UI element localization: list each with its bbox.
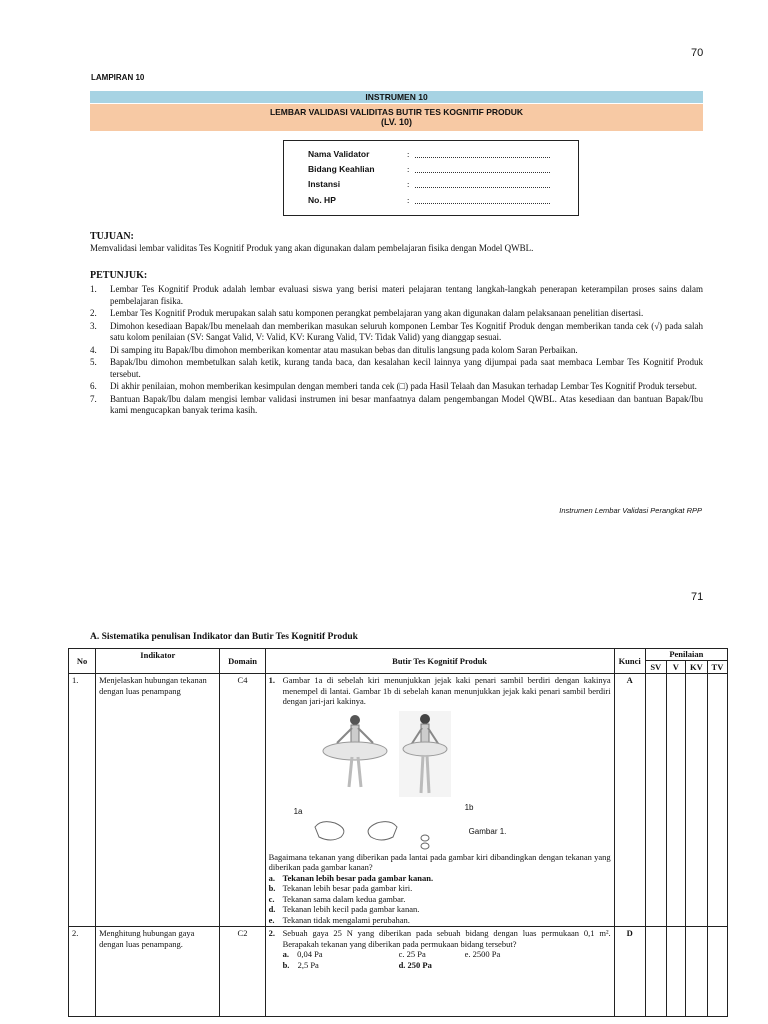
list-item [90,357,703,380]
cell-v[interactable] [666,674,685,927]
option-e [269,915,611,926]
list-number: 7. [90,393,97,404]
petunjuk-list [90,284,703,418]
footer-note: Instrumen Lembar Validasi Perangkat RPP [559,506,702,515]
cell-tv[interactable] [707,927,727,1017]
header-no: No [69,649,96,674]
list-text: Bantuan Bapak/Ibu dalam mengisi lembar validasi instrumen ini besar manfaatnya dalam pengembangan Model QWBL. Atas kesediaan dan bantuan Bapak/Ibu kami mengucapkan banyak terima kasih. [110,393,703,415]
question-number: 2. [268,928,275,938]
options-row-2 [269,960,611,971]
option-c: c. 25 Pa [398,949,426,959]
header-kv: KV [685,660,707,674]
dancer-flat-image [319,713,391,791]
list-text: Bapak/Ibu dimohon membetulkan salah ketik, kurang tanda baca, dan kesalahan kecil lainnya yang dijumpai pada saat membaca Lembar Tes Kognitif Produk tersebut. [110,357,703,379]
cell-indikator: Menghitung hubungan gaya dengan luas penampang. [96,927,220,1017]
option-a [269,873,611,884]
cell-butir [265,674,614,927]
list-text: Di akhir penilaian, mohon memberikan kesimpulan dengan memberi tanda cek (□) pada Hasil Telaah dan Masukan terhadap Lembar Tes Kognitif Produk tersebut. [110,381,697,391]
sheet-code: (LV. 10) [380,117,412,127]
field-label-bidang: Bidang Keahlian [308,164,375,174]
figure-label-1a: 1a [293,806,303,816]
field-colon: : [407,195,410,205]
list-item [90,321,703,344]
field-label-hp: No. HP [308,195,336,205]
option-letter: b. [268,883,276,893]
cell-kunci: D [614,927,645,1017]
option-text: Tekanan lebih kecil pada gambar kanan. [282,904,420,914]
lampiran-label: LAMPIRAN 10 [91,73,145,82]
question-prompt: Bagaimana tekanan yang diberikan pada lantai pada gambar kiri dibandingkan dengan tekanan yang diberikan pada gambar kanan? [268,851,611,872]
option-e: e. 2500 Pa [464,949,501,959]
list-item [90,284,703,307]
option-d: d. 250 Pa [398,960,432,970]
cell-sv[interactable] [645,674,666,927]
validator-box [283,140,579,216]
option-letter: c. [268,893,275,904]
option-letter: a. [282,949,289,959]
cell-butir [265,927,614,1017]
petunjuk-heading: PETUNJUK: [90,270,148,281]
list-number: 5. [90,357,97,367]
field-colon: : [407,149,410,159]
list-text: Di samping itu Bapak/Ibu dimohon memberikan komentar atau masukan bebas dan ditulis langsung pada kolom Saran Perbaikan. [110,344,578,355]
cell-sv[interactable] [645,927,666,1017]
header-v: V [666,660,685,674]
field-colon: : [407,164,410,174]
option-c [269,894,611,905]
header-tv: TV [707,660,727,674]
header-domain: Domain [220,649,265,674]
figure-label-1b: 1b [464,802,474,812]
instrumen-title: INSTRUMEN 10 [365,92,428,102]
dancer-tiptoe-image [399,711,451,797]
list-text: Dimohon kesediaan Bapak/Ibu menelaah dan memberikan masukan seluruh komponen Lembar Tes Kognitif Produk dengan memberikan tanda cek (√) pada salah satu kolom penilaian (SV: Sangat Valid, V: Valid, KV: Kurang Valid, TV: Tidak Valid) yang dianggap sesuai. [110,320,703,342]
list-item [90,345,703,357]
header-butir: Butir Tes Kognitif Produk [265,649,614,674]
option-text: Tekanan tidak mengalami perubahan. [282,914,410,925]
sheet-title: LEMBAR VALIDASI VALIDITAS BUTIR TES KOGNITIF PRODUK [269,107,524,117]
question-body: Sebuah gaya 25 N yang diberikan pada sebuah bidang dengan luas permukaan 0,1 m². Berapakah tekanan yang diberikan pada permukaan bidang tersebut? [282,928,611,949]
list-number: 6. [90,381,97,391]
cell-no: 2. [69,927,96,1017]
field-label-instansi: Instansi [308,179,341,189]
option-text: 2,5 Pa [297,960,319,970]
cell-no: 1. [69,674,96,927]
list-text: Lembar Tes Kognitif Produk merupakan salah satu komponen perangkat pembelajaran yang akan digunakan dalam pelaksanaan penelitian disertasi. [110,308,644,318]
option-text: Tekanan sama dalam kedua gambar. [282,893,406,904]
page-number: 71 [691,591,704,603]
figure-caption: Gambar 1. [468,826,507,836]
items-table [68,648,728,1017]
list-item [90,308,703,320]
list-item [90,394,703,417]
option-text: Tekanan lebih besar pada gambar kiri. [282,883,413,893]
cell-kunci: A [614,674,645,927]
list-number: 1. [90,284,97,294]
question-text [269,675,611,707]
option-b [269,883,611,894]
field-colon: : [407,179,410,189]
options-row-1 [269,949,611,960]
list-item [90,381,703,393]
question-body: Gambar 1a di sebelah kiri menunjukkan jejak kaki penari sambil berdiri dengan kakinya menempel di lantai. Gambar 1b di sebelah kanan menunjukkan jejak kaki penari sambil berdiri dengan jari-jari kakinya. [282,675,611,706]
cell-tv[interactable] [707,674,727,927]
option-text: Tekanan lebih besar pada gambar kanan. [282,872,434,883]
section-title: A. Sistematika penulisan Indikator dan Butir Tes Kognitif Produk [90,632,358,642]
cell-kv[interactable] [685,674,707,927]
field-label-nama: Nama Validator [308,149,370,159]
footprint-tiptoe-icon [419,833,431,851]
dancer-figure [269,707,611,852]
header-penilaian: Penilaian [645,649,727,661]
option-d [269,904,611,915]
tujuan-text: Memvalidasi lembar validitas Tes Kognitif Produk yang akan digunakan dalam pembelajaran fisika dengan Model QWBL. [90,243,534,253]
header-indikator: Indikator [96,649,220,674]
option-letter: a. [268,872,275,883]
field-input-hp[interactable] [415,195,550,204]
cell-kv[interactable] [685,927,707,1017]
list-text: Lembar Tes Kognitif Produk adalah lembar evaluasi siswa yang berisi materi pelajaran tentang langkah-langkah penerapan keterampilan proses sains dalam pembelajaran fisika. [110,284,703,306]
cell-domain: C4 [220,674,265,927]
question-text [269,928,611,949]
instrumen-band [90,91,703,103]
option-letter: e. [268,914,275,925]
header-kunci: Kunci [614,649,645,674]
tujuan-heading: TUJUAN: [90,231,134,242]
cell-v[interactable] [666,927,685,1017]
page-number: 70 [691,47,704,59]
footprint-flat-icon [311,817,401,845]
sheet-title-band [90,104,703,131]
table-row [69,927,728,1017]
question-number: 1. [268,675,275,685]
header-sv: SV [645,660,666,674]
option-letter: d. [268,904,276,914]
list-number: 2. [90,308,97,318]
cell-domain: C2 [220,927,265,1017]
list-number: 4. [90,344,97,355]
list-number: 3. [90,320,97,331]
field-input-nama[interactable] [415,149,550,158]
option-text: 0,04 Pa [297,949,323,959]
cell-indikator: Menjelaskan hubungan tekanan dengan luas penampang [96,674,220,927]
field-input-bidang[interactable] [415,164,550,173]
option-letter: b. [282,960,290,970]
field-input-instansi[interactable] [415,179,550,188]
table-row [69,674,728,927]
